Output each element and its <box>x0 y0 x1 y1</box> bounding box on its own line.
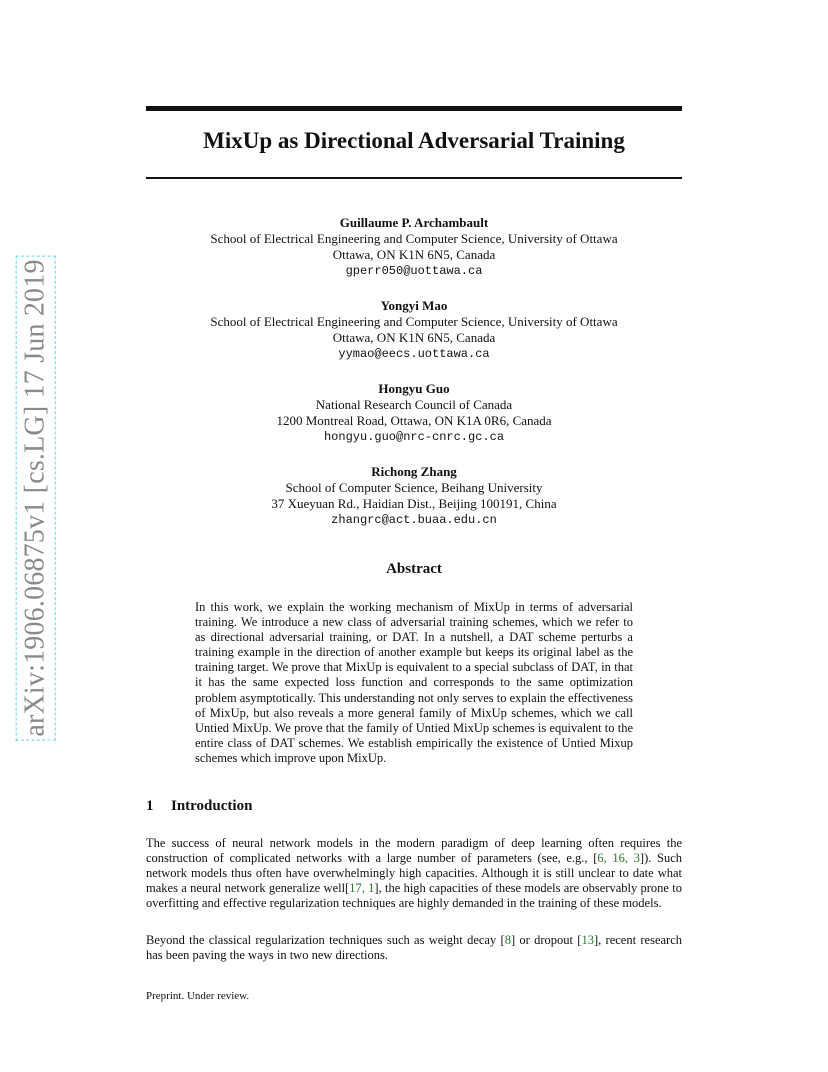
intro-paragraph-1 <box>146 836 682 911</box>
author-name: Yongyi Mao <box>380 298 448 313</box>
title-bottom-rule <box>146 177 682 179</box>
author-name: Guillaume P. Archambault <box>339 215 489 230</box>
citation-link[interactable]: 8 <box>504 933 511 947</box>
citation-link[interactable]: 13 <box>581 933 594 947</box>
author-affiliation: National Research Council of Canada <box>315 397 513 412</box>
section-title: Introduction <box>171 798 253 814</box>
paragraph-text: ] or dropout [ <box>510 933 582 947</box>
author-email: zhangrc@act.buaa.edu.cn <box>331 513 497 527</box>
paragraph-text: Beyond the classical regularization techniques such as weight decay [ <box>146 933 505 947</box>
title-top-rule <box>146 106 682 111</box>
author-name: Hongyu Guo <box>378 381 450 396</box>
author-address: Ottawa, ON K1N 6N5, Canada <box>332 247 496 262</box>
author-affiliation: School of Electrical Engineering and Computer Science, University of Ottawa <box>210 231 618 246</box>
arxiv-sidebar-stamp <box>14 259 58 737</box>
author-entry <box>146 464 682 528</box>
author-entry <box>146 215 682 279</box>
author-entry <box>146 381 682 445</box>
author-block <box>146 215 682 547</box>
section-heading <box>146 798 252 815</box>
abstract-text: In this work, we explain the working mechanism of MixUp in terms of adversarial training. We introduce a new class of adversarial training schemes, which we refer to as directional adversarial training, or DAT. In a nutshell, a DAT scheme perturbs a training example in the direction of another example but keeps its original label as the training target. We prove that MixUp is equivalent to a special subclass of DAT, in that it has the same expected loss function and corresponds to the same optimization problem asymptotically. This understanding not only serves to explain the effectiveness of MixUp, but also reveals a more general family of MixUp schemes, which we call Untied MixUp. We prove that the family of Untied MixUp schemes is equivalent to the entire class of DAT schemes. We establish empirically the existence of Untied Mixup schemes which improve upon MixUp. <box>195 600 633 765</box>
arxiv-id-label: arXiv:1906.06875v1 [cs.LG] 17 Jun 2019 <box>20 259 52 737</box>
author-email: gperr050@uottawa.ca <box>345 264 483 278</box>
author-address: Ottawa, ON K1N 6N5, Canada <box>332 330 496 345</box>
paragraph-text: ]). Such network models thus often have overwhelmingly high capacities. Although it is still unclear to date what makes a neural network generalize well[ <box>146 851 683 896</box>
paragraph-text: The success of neural network models in the modern paradigm of deep learning often requires the construction of complicated networks with a large number of parameters (see, e.g., [ <box>146 836 682 866</box>
paper-title: MixUp as Directional Adversarial Training <box>203 128 625 153</box>
author-address: 37 Xueyuan Rd., Haidian Dist., Beijing 100191, China <box>271 496 557 511</box>
author-entry <box>146 298 682 362</box>
author-email: yymao@eecs.uottawa.ca <box>338 347 490 361</box>
paragraph-text: ], recent research has been paving the ways in two new directions. <box>146 933 682 963</box>
author-email: hongyu.guo@nrc-cnrc.gc.ca <box>323 430 505 444</box>
abstract-heading: Abstract <box>386 561 442 577</box>
author-name: Richong Zhang <box>371 464 457 479</box>
author-affiliation: School of Computer Science, Beihang University <box>285 480 543 495</box>
intro-paragraph-2 <box>146 933 682 963</box>
preprint-footer: Preprint. Under review. <box>146 990 250 1002</box>
author-address: 1200 Montreal Road, Ottawa, ON K1A 0R6, Canada <box>276 413 552 428</box>
author-affiliation: School of Electrical Engineering and Computer Science, University of Ottawa <box>210 314 618 329</box>
citation-link[interactable]: 17, 1 <box>349 881 375 896</box>
section-number: 1 <box>146 798 154 814</box>
paragraph-text: ], the high capacities of these models are observably prone to overfitting and effective regularization techniques are highly demanded in the training of these models. <box>146 881 682 911</box>
citation-link[interactable]: 6, 16, 3 <box>597 851 640 866</box>
